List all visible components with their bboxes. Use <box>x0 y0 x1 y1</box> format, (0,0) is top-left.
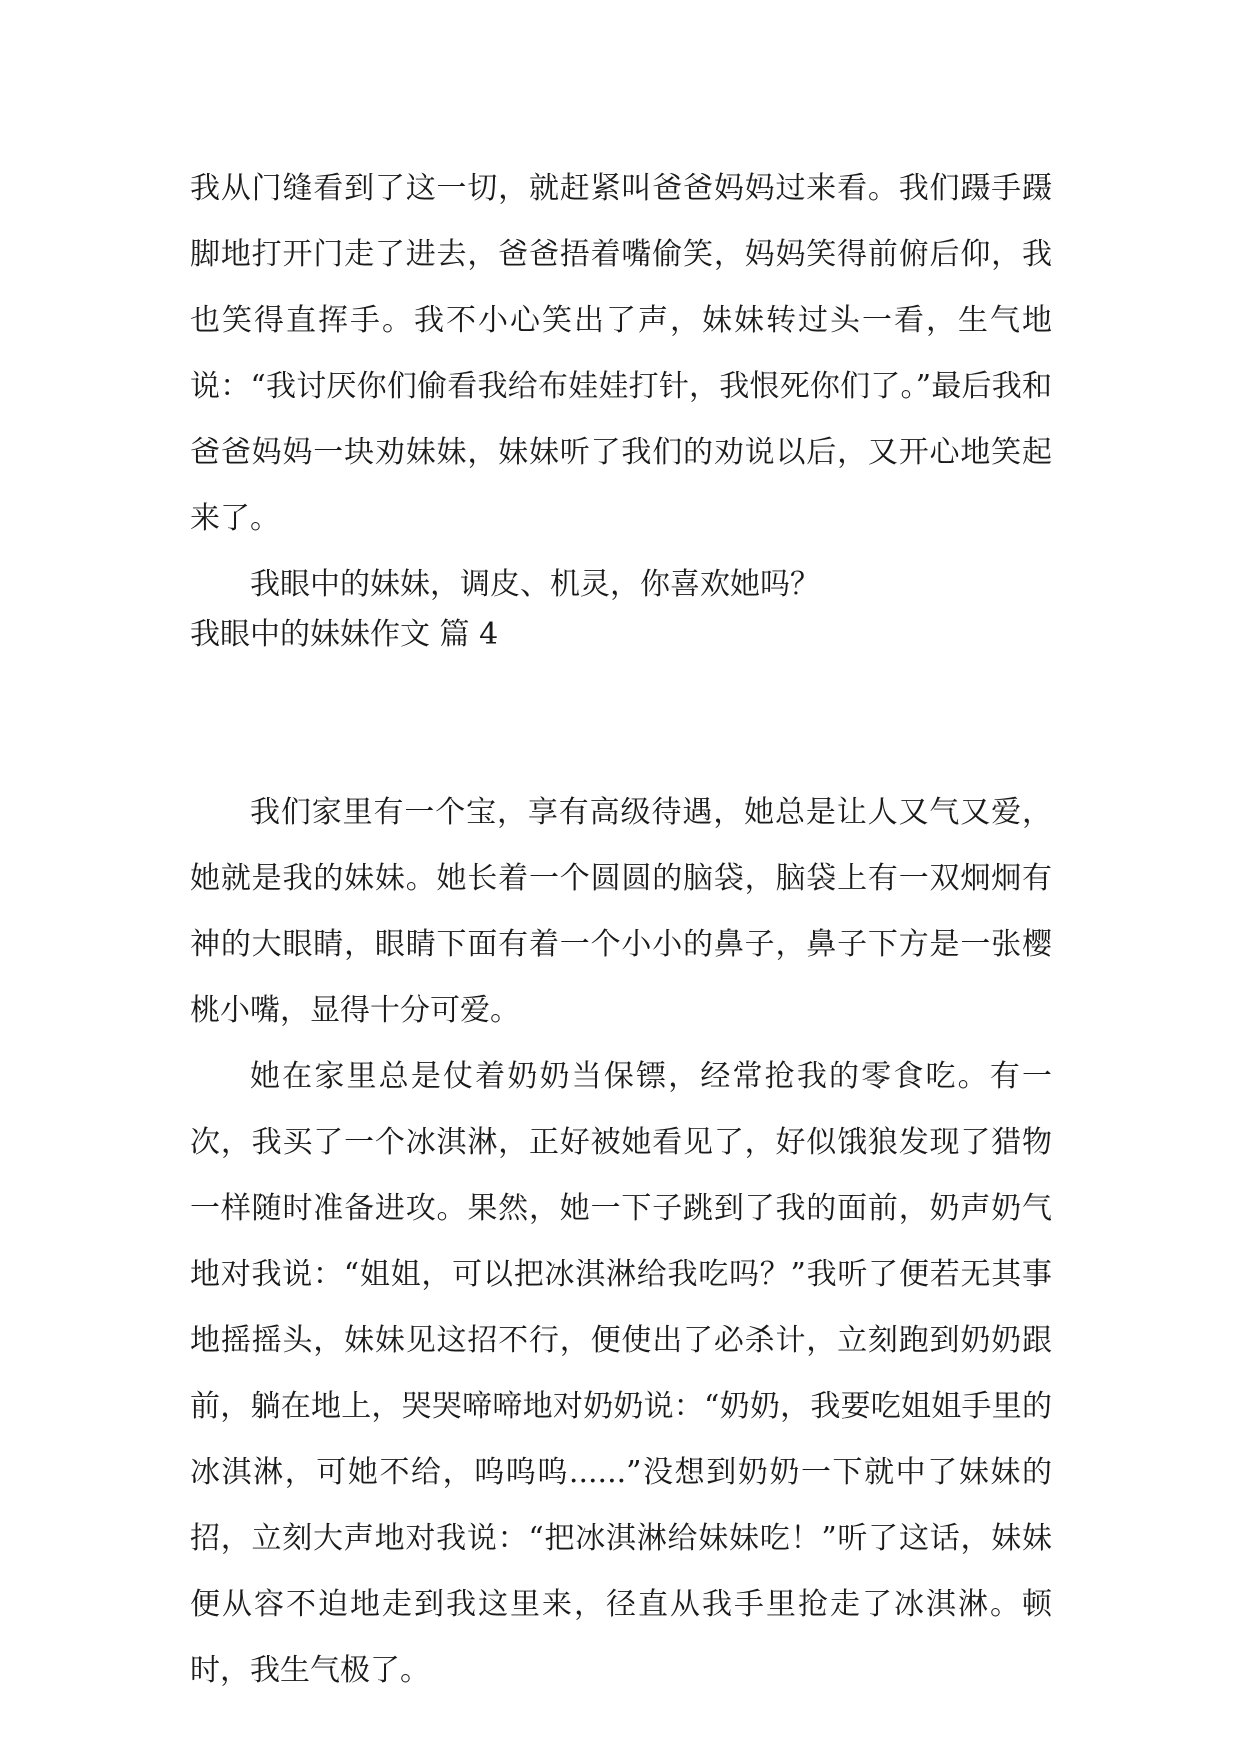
section-paragraph-1: 我们家里有一个宝，享有高级待遇，她总是让人又气又爱，她就是我的妹妹。她长着一个圆圆的脑袋，脑袋上有一双炯炯有神的大眼睛，眼睛下面有着一个小小的鼻子，鼻子下方是一张樱桃小嘴，显得十分可爱。 <box>190 795 1052 1028</box>
intro-text <box>190 156 1052 618</box>
section-body <box>190 780 1052 1704</box>
section-paragraph-2: 她在家里总是仗着奶奶当保镖，经常抢我的零食吃。有一次，我买了一个冰淇淋，正好被她看见了，好似饿狼发现了猎物一样随时准备进攻。果然，她一下子跳到了我的面前，奶声奶气地对我说：“姐姐，可以把冰淇淋给我吃吗？”我听了便若无其事地摇摇头，妹妹见这招不行，便使出了必杀计，立刻跑到奶奶跟前，躺在地上，哭哭啼啼地对奶奶说：“奶奶，我要吃姐姐手里的冰淇淋，可她不给，呜呜呜......”没想到奶奶一下就中了妹妹的招，立刻大声地对我说：“把冰淇淋给妹妹吃！”听了这话，妹妹便从容不迫地走到我这里来，径直从我手里抢走了冰淇淋。顿时，我生气极了。 <box>190 1059 1052 1688</box>
intro-paragraph-1: 我从门缝看到了这一切，就赶紧叫爸爸妈妈过来看。我们蹑手蹑脚地打开门走了进去，爸爸捂着嘴偷笑，妈妈笑得前俯后仰，我也笑得直挥手。我不小心笑出了声，妹妹转过头一看，生气地说：“我讨厌你们偷看我给布娃娃打针，我恨死你们了。”最后我和爸爸妈妈一块劝妹妹，妹妹听了我们的劝说以后，又开心地笑起来了。 <box>190 171 1052 536</box>
intro-paragraph-2: 我眼中的妹妹，调皮、机灵，你喜欢她吗？ <box>250 567 820 602</box>
section-title: 我眼中的妹妹作文 篇 4 <box>190 617 499 652</box>
section-heading <box>190 602 1052 668</box>
